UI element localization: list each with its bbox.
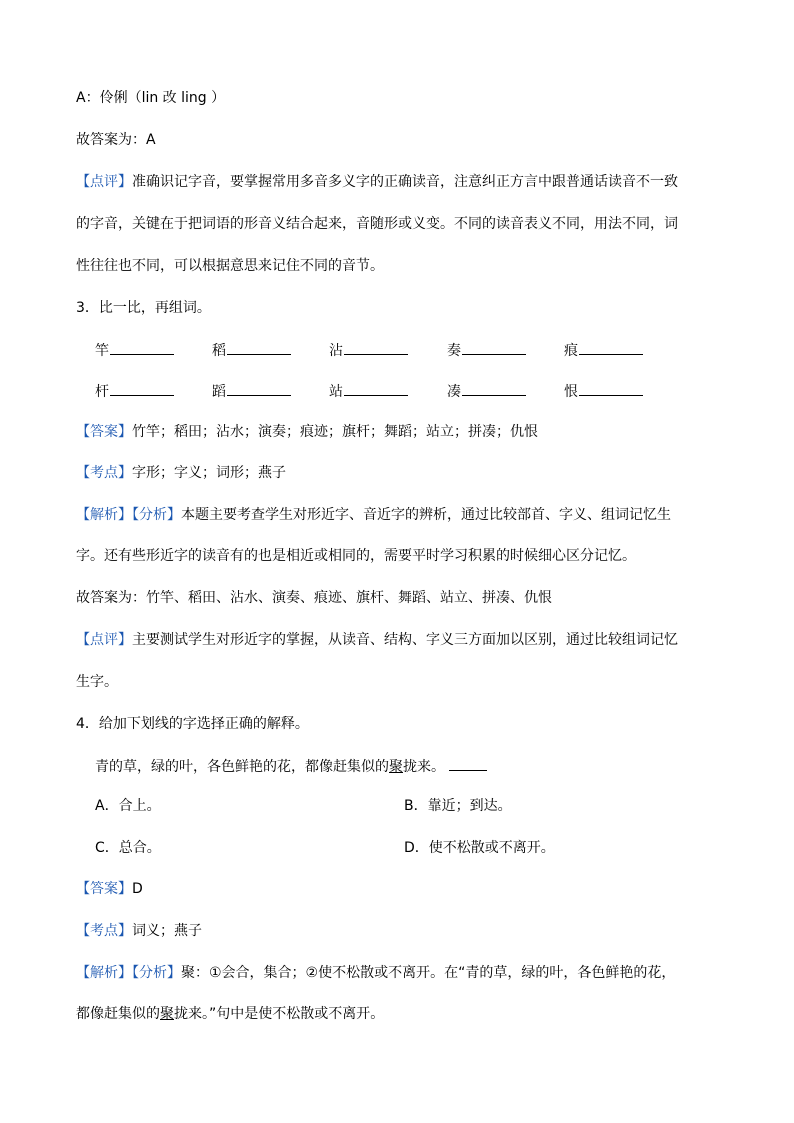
comment-line-2: 生字。: [76, 674, 118, 690]
word-cell: 杆: [95, 381, 174, 402]
option-d[interactable]: D．使不松散或不离开。: [404, 840, 555, 856]
point-block: [76, 921, 202, 941]
word-cell: 沾: [329, 340, 408, 361]
option-b[interactable]: B．靠近；到达。: [404, 798, 512, 814]
word-cell: 蹈: [212, 381, 291, 402]
option-a-line: A：伶俐（lin 改 ling ）: [76, 90, 226, 106]
comment-tag: 【点评】: [76, 632, 132, 648]
word-cell: 凑: [447, 381, 526, 402]
analysis-block: [76, 505, 671, 525]
question-4-title: 4．给加下划线的字选择正确的解释。: [76, 716, 309, 732]
word-cell: 恨: [564, 381, 643, 402]
answer-blank[interactable]: [344, 340, 408, 355]
comment-paragraph: [76, 172, 678, 192]
answer-tag: 【答案】: [76, 881, 132, 897]
analysis-text: 本题主要考查学生对形近字、音近字的辨析，通过比较部首、字义、组词记忆生: [181, 507, 671, 523]
point-tag: 【考点】: [76, 923, 132, 939]
analysis-line-2: 都像赶集似的聚拢来。”句中是使不松散或不离开。: [76, 1006, 385, 1022]
answer-line: 故答案为：A: [76, 132, 156, 148]
answer-blank[interactable]: [227, 381, 291, 396]
analysis-tag: 【解析】【分析】: [76, 965, 181, 981]
word-cell: 竿: [95, 340, 174, 361]
option-c[interactable]: C．总合。: [95, 840, 161, 856]
word-cell: 站: [329, 381, 408, 402]
option-a[interactable]: A．合上。: [95, 798, 161, 814]
answer-blank[interactable]: [579, 340, 643, 355]
word-cell: 稻: [212, 340, 291, 361]
answer-blank[interactable]: [449, 756, 487, 771]
underlined-char: 聚: [160, 1006, 174, 1022]
answer-blank[interactable]: [462, 381, 526, 396]
word-cell: 奏: [447, 340, 526, 361]
answer-block: [76, 879, 143, 899]
comment-text: 主要测试学生对形近字的掌握，从读音、结构、字义三方面加以区别，通过比较组词记忆: [132, 632, 678, 648]
analysis-tag: 【解析】【分析】: [76, 507, 181, 523]
underlined-char: 聚: [389, 759, 403, 775]
analysis-text: 聚：①会合，集合；②使不松散或不离开。在“青的草，绿的叶，各色鲜艳的花，: [181, 965, 676, 981]
question-3-title: 3．比一比，再组词。: [76, 300, 211, 316]
comment-line-2: 的字音，关键在于把词语的形音义结合起来，音随形或义变。不同的读音表义不同，用法不同，词: [76, 216, 678, 232]
answer-blank[interactable]: [344, 381, 408, 396]
answer-block: [76, 422, 538, 442]
comment-text: 准确识记字音，要掌握常用多音多义字的正确读音，注意纠正方言中跟普通话读音不一致: [132, 174, 678, 190]
point-text: 词义；燕子: [132, 923, 202, 939]
point-tag: 【考点】: [76, 465, 132, 481]
comment-paragraph: [76, 630, 678, 650]
answer-line: 故答案为：竹竿、稻田、沾水、演奏、痕迹、旗杆、舞蹈、站立、拼凑、仇恨: [76, 590, 552, 606]
answer-blank[interactable]: [227, 340, 291, 355]
answer-blank[interactable]: [110, 381, 174, 396]
point-text: 字形；字义；词形；燕子: [132, 465, 286, 481]
comment-tag: 【点评】: [76, 174, 132, 190]
answer-blank[interactable]: [579, 381, 643, 396]
answer-blank[interactable]: [110, 340, 174, 355]
answer-tag: 【答案】: [76, 424, 132, 440]
word-cell: 痕: [564, 340, 643, 361]
answer-text: D: [132, 881, 143, 897]
question-sentence: 青的草，绿的叶，各色鲜艳的花，都像赶集似的聚拢来。: [95, 756, 487, 777]
comment-line-3: 性往往也不同，可以根据意思来记住不同的音节。: [76, 258, 384, 274]
analysis-line-2: 字。还有些形近字的读音有的也是相近或相同的，需要平时学习积累的时候细心区分记忆。: [76, 548, 636, 564]
answer-blank[interactable]: [462, 340, 526, 355]
answer-text: 竹竿；稻田；沾水；演奏；痕迹；旗杆；舞蹈；站立；拼凑；仇恨: [132, 424, 538, 440]
point-block: [76, 463, 286, 483]
analysis-block: [76, 963, 675, 983]
